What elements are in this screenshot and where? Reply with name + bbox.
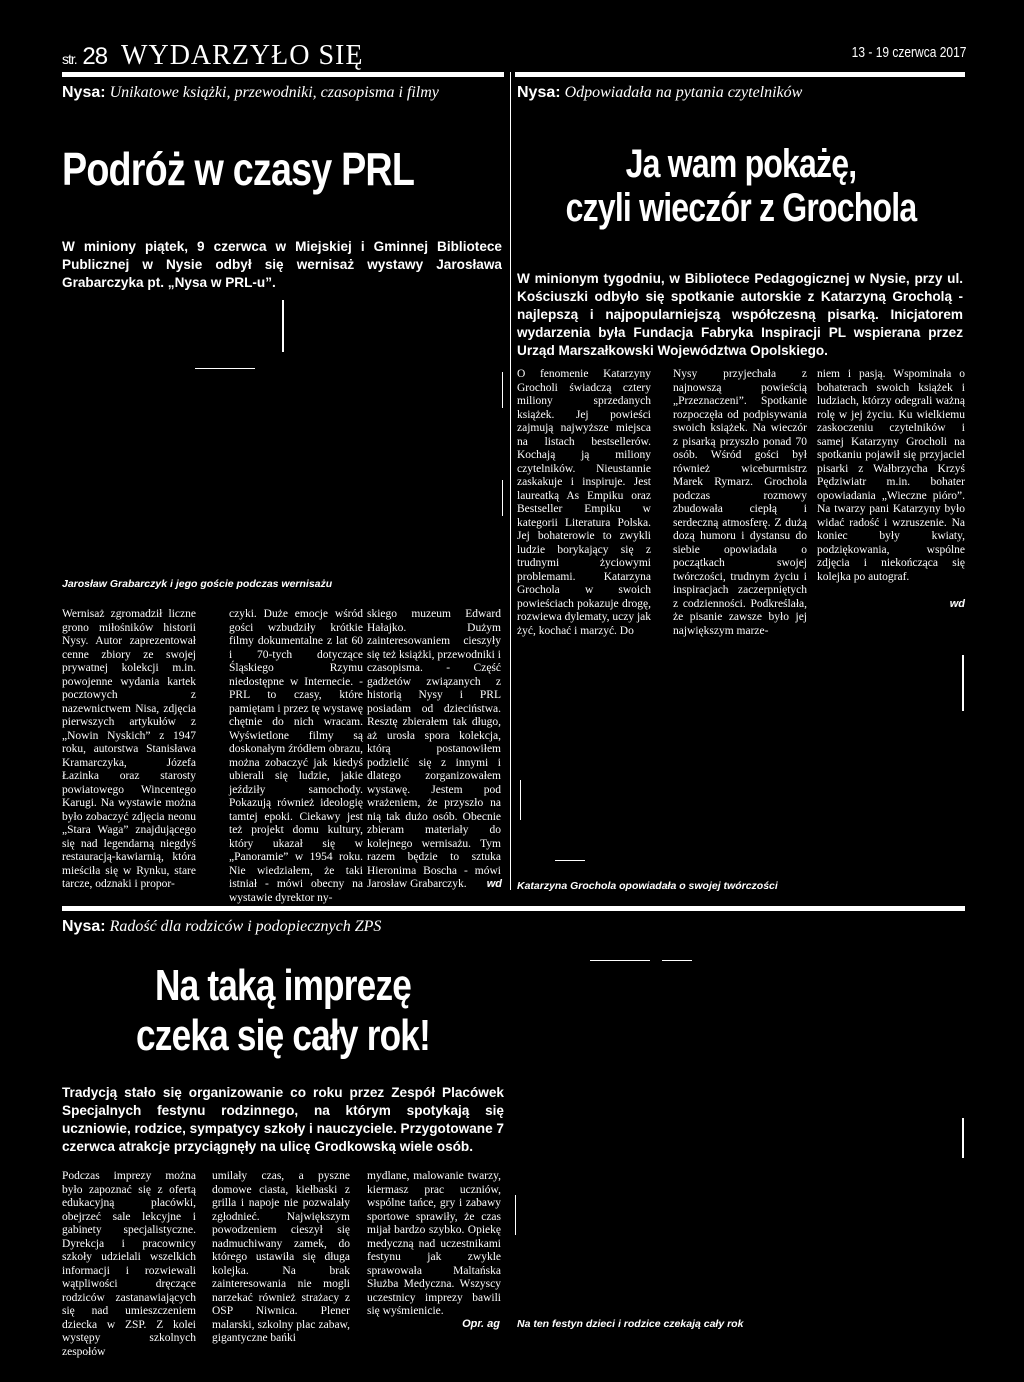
article2-title-line-2: czyli wieczór z Grochola [565,186,917,230]
article2-title-line-1: Ja wam pokażę, [625,142,857,186]
section-title: WYDARZYŁO SIĘ [121,40,364,71]
article3-lead: Tradycją stało się organizowanie co roku przez Zespół Placówek Specjalnych festynu rodzinnego, na którym spotykają się uczniowie, rodzice, sympatycy szkoły i nauczyciele. Przygotowane 7 czerwca atrakcje przyciągnęły na ulicę Grodkowską wiele osób. [62,1085,504,1154]
header-rule-right [515,72,965,77]
article1-column-1: Wernisaż zgromadził liczne grono miłośników historii Nysy. Autor zaprezentował cenne zbiory ze swojej prywatnej kolekcji m.in. powojenne wydania kartek pocztowych z nazewnictwem Nisa, zdjęcia pierwszych artykułów z „Nowin Nyskich” z 1947 roku, autorstwa Stanisława Kramarczyka, Józefa Łazinka oraz starosty powiatowego Wincentego Karugi. Na wystawie można było zobaczyć zdjęcia neonu „Stara Waga” znajdującego się nad legendarną niegdyś restauracją-kawiarnią, która mieściła się w Rynku, stare tarcze, odznaki i propor- [62,608,196,890]
photo-edge-mark [502,372,503,408]
article1-photo-caption: Jarosław Grabarczyk i jego goście podczas wernisażu [62,578,333,590]
article2-column-3: niem i pasją. Wspominała o bohaterach swoich książek i ludziach, którzy odegrali ważną rolę w jej życiu. Ku wielkiemu zaskoczeniu czytelników i samej Katarzyny Grocholi na spotkaniu pojawił się przyjaciel pisarki z Wałbrzycha Krzyś Pędziwiatr m.in. bohater opowiadania „Wieczne pióro”. Na twarzy pani Katarzyny było widać radość i wzruszenie. Na koniec były kwiaty, podziękowania, wspólne zdjęcia i niekończąca się kolejka po autograf. [817,368,965,583]
article3-column-1: Podczas imprezy można było zapoznać się z ofertą edukacyjną placówki, obejrzeć sale lekcyjne i gabinety specjalistyczne. Dyrekcja i pracownicy szkoły udzielali wszelkich informacji i rozwiewali wątpliwości dręczące rodziców zastanawiających się nad umieszczeniem dziecka w ZSP. Z kolei występy szkolnych zespołów [62,1170,196,1358]
photo-edge-mark [662,960,692,961]
article2-column-1: O fenomenie Katarzyny Grocholi świadczą cztery miliony sprzedanych książek. Jej powieści zajmują najwyższe miejsca na listach bestsellerów. Kochają ją miliony czytelników. Nieustannie zaskakuje i inspiruje. Jest laureatką As Empiku oraz Bestseller Empiku w kategorii Literatura Polska. Jej bohaterowie to zwykli ludzie borykający się z trudnymi życiowymi problemami. Katarzyna Grochola w swoich powieściach pokazuje drogę, rozwiewa dylematy, uczy jak żyć, kochać i marzyć. Do [517,368,652,637]
page-header [62,40,363,72]
article3-title-line-2: czeka się cały rok! [136,1011,430,1060]
photo-edge-mark [590,960,650,961]
article3-title-line-1: Na taką imprezę [154,961,412,1010]
article3-kicker: Nysa: Radość dla rodziców i podopiecznych ZPS [62,918,382,935]
column-divider [510,72,511,890]
article2-signature: wd [949,598,965,610]
article2-column-2: Nysy przyjechała z najnowszą powieścią „Przeznaczeni”. Spotkanie rozpoczęła od podpisywania swoich książek. Na wieczór z pisarką przyszło ponad 70 osób. Wśród gości był również wiceburmistrz Marek Rymarz. Grochola podczas rozmowy zbudowała ciepłą i serdeczną atmosferę. Z dużą dozą humoru i dystansu do siebie opowiadała o początkach swojej twórczości, trudnym życiu i inspiracjach zaczerpniętych z codzienności. Podkreślała, że pisanie zawsze było jej największym marze- [673,368,807,637]
article2-title [517,144,965,228]
article1-signature: wd [486,878,502,890]
article1-column-3: skiego muzeum Edward Hałajko. Dużym zainteresowaniem cieszyły się też książki, przewodniki i czasopisma. - Część gadżetów związanych z historią Nysy i PRL posiadam od dzieciństwa. Resztę zbierałem tak długo, aż urosła spora kolekcja, którą postanowiłem podzielić się z innymi i dlatego zorganizowałem wystawę. Jestem pod wrażeniem, że przyszło na nią tak dużo osób. Obecnie zbieram materiały do kolejnego wernisażu. Tym razem będzie to sztuka Hieronima Boscha - mówi Jarosław Grabarczyk. [367,608,501,890]
issue-date: 13 - 19 czerwca 2017 [851,44,966,61]
article1-column-2: czyki. Duże emocje wśród gości wzbudziły krótkie filmy dokumentalne z lat 60 i 70-tych dotyczące Śląskiego Rzymu niedostępne w Internecie. - PRL to czasy, które pamiętam i przez tę wystawę chętnie do nich wracam. Wyświetlone filmy są doskonałym źródłem obrazu, można zobaczyć jak kiedyś ubierali się ludzie, jakie jeździły samochody. Pokazują również ideologię tamtej epoki. Ciekawy jest też projekt domu kultury, który ukazał się w „Panoramie” w 1954 roku. Nie wiedziałem, że taki istniał - mówi obecny na wystawie dyrektor ny- [229,608,363,904]
article2-kicker: Nysa: Odpowiadała na pytania czytelników [517,84,803,101]
photo-edge-mark [515,1195,516,1235]
page-number: str. 28 [62,43,108,70]
article1-lead: W miniony piątek, 9 czerwca w Miejskiej i Gminnej Bibliotece Publicznej w Nysie odbył się wernisaż wystawy Jarosława Grabarczyka pt. „Nysa w PRL-u”. [62,239,502,290]
photo-edge-mark [282,300,284,352]
article3-column-3: mydlane, malowanie twarzy, kiermasz prac uczniów, wspólne tańce, gry i zabawy sportowe sprawiły, że czas mijał bardzo szybko. Opiekę medyczną nad uczestnikami festynu jak zwykle sprawowała Maltańska Służba Medyczna. Wszyscy uczestnicy imprezy bawili się wyśmienicie. [367,1170,501,1317]
article1-title: Podróż w czasy PRL [62,143,415,195]
article3-photo-caption: Na ten festyn dzieci i rodzice czekają cały rok [517,1318,744,1330]
article3-column-2: umilały czas, a pyszne domowe ciasta, kiełbaski z grilla i napoje nie pozwalały zgłodnieć. Największym powodzeniem cieszył się nadmuchiwany zamek, do którego ustawiła się długa kolejka. Na brak zainteresowania nie mogli narzekać również strażacy z OSP Niwnica. Plener malarski, szkolny plac zabaw, gigantyczne bańki [212,1170,350,1344]
header-rule-left [62,72,504,77]
article2-lead: W minionym tygodniu, w Bibliotece Pedagogicznej w Nysie, przy ul. Kościuszki odbyło się spotkanie autorskie z Katarzyną Grocholą - najlepszą i najpopularniejszą współczesną pisarką. Inicjatorem wydarzenia była Fundacja Fabryka Inspiracji PL wspierana przez Urząd Marszałkowski Województwa Opolskiego. [517,271,963,358]
photo-edge-mark [962,1118,964,1158]
photo-edge-mark [555,860,585,861]
article3-title [62,961,504,1060]
article2-photo-caption: Katarzyna Grochola opowiadała o swojej twórczości [517,880,778,892]
photo-edge-mark [502,480,503,516]
photo-edge-mark [195,368,255,369]
article3-signature: Opr. ag [462,1318,500,1330]
section-separator [62,906,965,911]
article1-kicker: Nysa: Unikatowe książki, przewodniki, czasopisma i filmy [62,84,439,101]
photo-edge-mark [962,655,964,711]
photo-edge-mark [520,780,521,820]
